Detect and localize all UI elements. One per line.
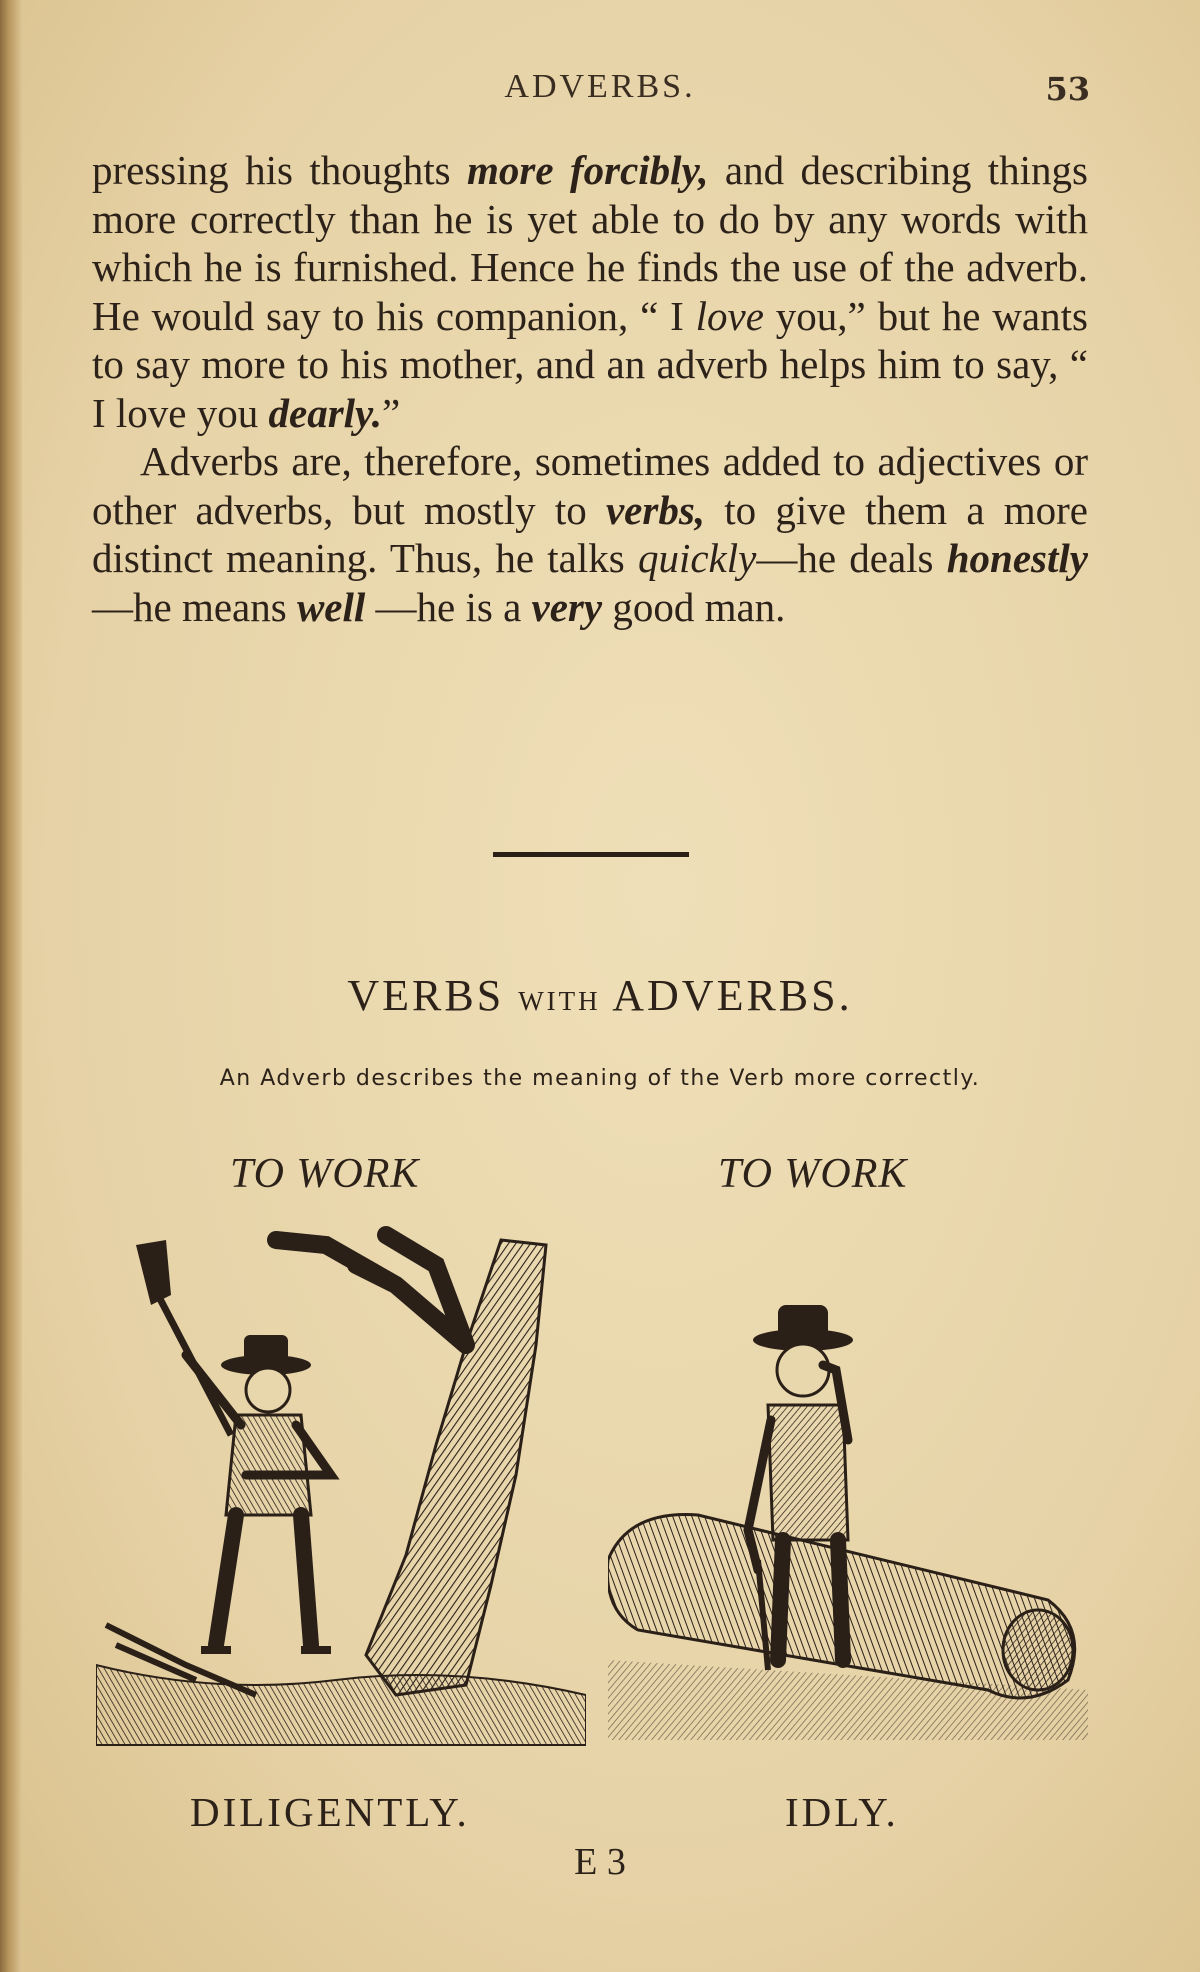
- left-figure-caption: DILIGENTLY.: [190, 1789, 470, 1835]
- right-figure-label: TO WORK: [718, 1151, 908, 1197]
- text-run: good man.: [602, 583, 786, 630]
- text-run: —he deals: [756, 535, 947, 581]
- signature-mark: E 3: [574, 1841, 626, 1883]
- idle-man-leaning-on-log-illustration: [608, 1270, 1088, 1740]
- text-run: verbs,: [605, 486, 706, 533]
- paragraph-1: [92, 146, 1088, 437]
- left-figure-label: TO WORK: [230, 1151, 420, 1197]
- paragraph-2: [92, 437, 1088, 631]
- text-run: to give them a more distinct meaning. Thus, he talks: [92, 486, 1088, 581]
- woodcutter-chopping-tree-illustration: [96, 1225, 586, 1760]
- text-run: quickly: [637, 535, 757, 581]
- text-run: ”: [381, 389, 401, 436]
- text-run: pressing his thoughts: [92, 147, 468, 193]
- section-divider-rule: [493, 852, 689, 857]
- text-run: honestly: [946, 535, 1088, 581]
- section-title-with: WITH: [518, 986, 601, 1016]
- body-text: [92, 146, 1088, 631]
- text-run: and describing things more correctly than he is yet able to do by any words with which he is furnished. Hence he finds the use of the adverb. He would say to his companion, “ I: [92, 147, 1088, 339]
- text-run: —he is a: [365, 583, 532, 630]
- text-run: Adverbs are, therefore, sometimes added to adjectives or other adverbs, but mostly to: [92, 438, 1088, 533]
- text-run: love: [695, 292, 764, 339]
- text-run: dearly.: [268, 389, 382, 436]
- section-title-adverbs: ADVERBS.: [612, 971, 853, 1020]
- running-head: ADVERBS.: [504, 68, 696, 105]
- section-title: [0, 970, 1200, 1021]
- text-run: —he means: [92, 583, 297, 630]
- text-run: well: [296, 583, 366, 630]
- page-header: [0, 62, 1200, 112]
- page-number: 53: [1045, 70, 1090, 108]
- text-run: very: [531, 583, 603, 630]
- text-run: more forcibly,: [467, 147, 709, 193]
- right-figure-caption: IDLY.: [785, 1789, 899, 1835]
- section-title-verbs: VERBS: [347, 971, 505, 1020]
- section-subtitle: An Adverb describes the meaning of the Verb more correctly.: [219, 1066, 981, 1091]
- text-run: you,” but he wants to say more to his mother, and an adverb helps him to say, “ I love you: [92, 292, 1088, 436]
